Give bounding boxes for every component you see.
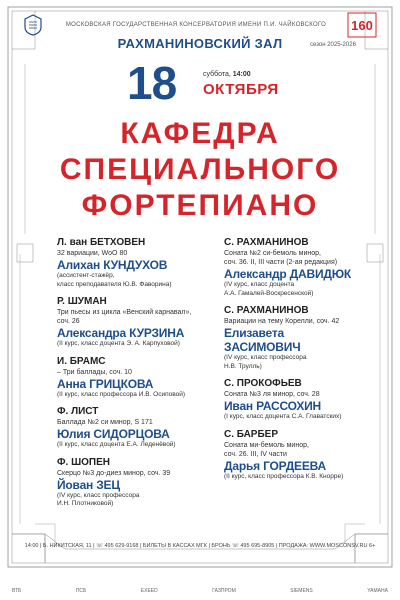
performer-name: Александр ДАВИДЮК	[224, 267, 352, 281]
work-title: Три пьесы из цикла «Венский карнавал»,	[57, 309, 192, 316]
program-entry	[224, 305, 384, 371]
performer-note: (I курс, класс доцента С.А. Главатских)	[224, 413, 342, 420]
performer-name: Дарья ГОРДЕЕВА	[224, 458, 326, 473]
performer-note: (IV курс, класс профессора	[57, 491, 140, 499]
performer-note: класс преподавателя Ю.В. Фаворина)	[57, 280, 172, 288]
performer-name: Александра КУРЗИНА	[57, 326, 185, 340]
sponsor-logo: ВТБ	[12, 588, 22, 594]
program-entry	[57, 296, 207, 349]
performer-note: (II курс, класс профессора И.В. Осиповой)	[57, 390, 186, 398]
work-title: – Три баллады, соч. 10	[57, 368, 132, 376]
sponsor-logo: ПСБ	[75, 588, 87, 594]
program-entry	[224, 429, 384, 482]
work-title: 32 вариации, WoO 80	[57, 250, 128, 257]
performer-note: (II курс, класс профессора К.В. Кнорре)	[224, 472, 344, 480]
performer-note: (II курс, класс доцента Е.А. Леденёвой)	[57, 441, 176, 448]
composer-name: Ф. ЛИСТ	[57, 406, 99, 417]
institution-name: МОСКОВСКАЯ ГОСУДАРСТВЕННАЯ КОНСЕРВАТОРИЯ ИМЕНИ П.И. ЧАЙКОВСКОГО	[65, 22, 327, 28]
work-title: Вариации на тему Корелли, соч. 42	[224, 318, 340, 325]
performer-note: (II курс, класс доцента Э. А. Карпуховой)	[57, 340, 180, 347]
sponsor-logo: ГАЗПРОМ	[212, 588, 236, 594]
program-column-right	[224, 237, 384, 488]
performer-note: (IV курс, класс профессора	[224, 354, 307, 361]
work-title: Соната ми-бемоль минор,	[224, 441, 309, 449]
title-line-2: СПЕЦИАЛЬНОГО	[59, 153, 341, 186]
work-title: соч. 26	[57, 318, 80, 325]
work-title: Скерцо №3 до-диез минор, соч. 39	[57, 469, 171, 477]
footer-info: 14:00 | Б. НИКИТСКАЯ, 11 | ☏ 495 629-9168 | БИЛЕТЫ В КАССАХ МГК | БРОНЬ ☏ 495 695-8905 | ПРОДАЖА: WWW.MOSCONSV.RU 6+	[24, 543, 376, 549]
weekday-label: суббота,	[203, 71, 231, 78]
concert-month: ОКТЯБРЯ	[203, 81, 279, 98]
performer-note: Н.В. Трулль)	[224, 362, 262, 370]
composer-name: И. БРАМС	[57, 355, 106, 367]
performer-name: Йован ЗЕЦ	[57, 477, 120, 492]
sponsor-logo: SIEMENS	[290, 588, 313, 594]
composer-name: Л. ван БЕТХОВЕН	[57, 237, 146, 248]
work-title: соч. 26. III, IV части	[224, 450, 287, 458]
program-column-left	[57, 237, 207, 516]
program-entry	[57, 237, 207, 289]
title-line-3: ФОРТЕПИАНО	[81, 189, 319, 222]
performer-name: Иван РАССОХИН	[224, 399, 322, 413]
program-entry	[224, 237, 384, 298]
composer-name: Р. ШУМАН	[57, 296, 107, 307]
anniversary-logo	[347, 12, 377, 38]
performer-name: Алихан КУНДУХОВ	[57, 258, 168, 272]
sponsor-logo: YAMAHA	[367, 588, 388, 594]
composer-name: С. ПРОКОФЬЕВ	[224, 378, 302, 389]
concert-day: 18	[127, 57, 177, 109]
concert-weekday-time	[203, 71, 251, 78]
composer-name: Ф. ШОПЕН	[57, 456, 110, 468]
season-label: сезон 2025-2026	[310, 42, 356, 48]
program-entry	[57, 406, 207, 450]
composer-name: С. РАХМАНИНОВ	[224, 305, 309, 316]
anniversary-number: 160	[351, 18, 373, 33]
performer-note: (ассистент-стажёр,	[57, 272, 115, 279]
composer-name: С. БАРБЕР	[224, 428, 279, 440]
performer-note: (IV курс, класс доцента	[224, 281, 295, 288]
performer-name: Юлия СИДОРЦОВА	[57, 427, 170, 441]
performer-name: Елизавета ЗАСИМОВИЧ	[224, 326, 301, 354]
work-title: Баллада №2 си минор, S 171	[57, 419, 153, 426]
work-title: Соната №2 си-бемоль минор,	[224, 250, 321, 257]
work-title: Соната №3 ля минор, соч. 28	[224, 391, 320, 398]
performer-note: А.А. Гамалей-Воскресенской)	[224, 289, 314, 297]
hall-name: РАХМАНИНОВСКИЙ ЗАЛ	[117, 36, 283, 51]
program-entry	[224, 378, 384, 422]
sponsor-logo: EXEED	[140, 588, 158, 594]
performer-name: Анна ГРИЦКОВА	[57, 376, 154, 391]
program-entry	[57, 457, 207, 509]
composer-name: С. РАХМАНИНОВ	[224, 237, 309, 248]
sponsor-logos	[12, 586, 388, 596]
performer-note: И.Н. Плотниковой)	[57, 500, 114, 507]
work-title: соч. 36. II, III части (2-ая редакция)	[224, 259, 338, 266]
program-entry	[57, 356, 207, 400]
conservatory-emblem-icon	[23, 14, 43, 36]
title-line-1: КАФЕДРА	[120, 117, 280, 150]
time-label: 14:00	[232, 71, 251, 78]
